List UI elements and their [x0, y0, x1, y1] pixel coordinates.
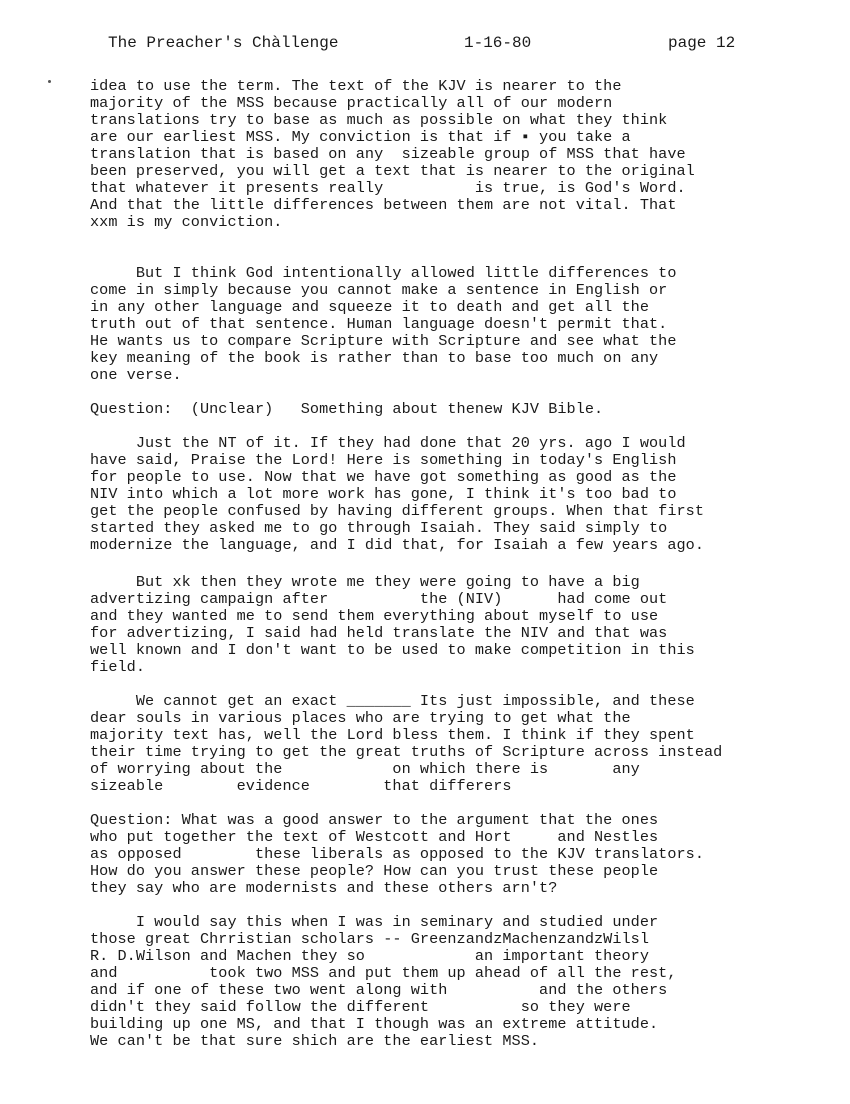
- text-line: And that the little differences between them are not vital. That: [90, 196, 677, 214]
- text-line: sizeable evidence that differers: [90, 777, 512, 795]
- text-line: Question: What was a good answer to the argument that the ones: [90, 811, 659, 829]
- page-header: [0, 34, 850, 56]
- text-line: been preserved, you will get a text that is nearer to the original: [90, 162, 695, 180]
- text-line: didn't they said follow the different so they were: [90, 998, 631, 1016]
- paragraph: [90, 78, 820, 231]
- text-line: majority of the MSS because practically all of our modern: [90, 94, 613, 112]
- text-line: one verse.: [90, 366, 182, 384]
- text-line: But xk then they wrote me they were going to have a big: [90, 573, 640, 591]
- text-line: I would say this when I was in seminary and studied under: [90, 913, 659, 931]
- text-line: advertizing campaign after the (NIV) had come out: [90, 590, 668, 608]
- text-line: R. D.Wilson and Machen they so an important theory: [90, 947, 650, 965]
- paragraph: [90, 435, 820, 554]
- text-line: xxm is my conviction.: [90, 213, 283, 231]
- text-line: get the people confused by having different groups. When that first: [90, 502, 704, 520]
- text-line: translations try to base as much as possible on what they think: [90, 111, 668, 129]
- text-line: come in simply because you cannot make a sentence in English or: [90, 281, 668, 299]
- text-line: translation that is based on any sizeable group of MSS that have: [90, 145, 686, 163]
- text-line: for people to use. Now that we have got something as good as the: [90, 468, 677, 486]
- text-line: NIV into which a lot more work has gone, I think it's too bad to: [90, 485, 677, 503]
- text-line: that whatever it presents really is true, is God's Word.: [90, 179, 686, 197]
- text-line: for advertizing, I said had held translate the NIV and that was: [90, 624, 668, 642]
- text-line: But I think God intentionally allowed little differences to: [90, 264, 677, 282]
- text-line: Just the NT of it. If they had done that 20 yrs. ago I would: [90, 434, 686, 452]
- text-line: and if one of these two went along with and the others: [90, 981, 668, 999]
- transcript-body: [90, 78, 820, 1050]
- text-line: are our earliest MSS. My conviction is that if ▪ you take a: [90, 128, 631, 146]
- text-line: have said, Praise the Lord! Here is something in today's English: [90, 451, 677, 469]
- text-line: modernize the language, and I did that, for Isaiah a few years ago.: [90, 536, 704, 554]
- text-line: started they asked me to go through Isaiah. They said simply to: [90, 519, 668, 537]
- paragraph: [90, 693, 820, 795]
- paragraph: [90, 914, 820, 1050]
- text-line: and took two MSS and put them up ahead of all the rest,: [90, 964, 677, 982]
- text-line: and they wanted me to send them everything about myself to use: [90, 607, 659, 625]
- text-line: dear souls in various places who are trying to get what the: [90, 709, 631, 727]
- text-line: as opposed these liberals as opposed to the KJV translators.: [90, 845, 704, 863]
- paragraph: [90, 265, 820, 384]
- text-line: We can't be that sure shich are the earliest MSS.: [90, 1032, 540, 1050]
- text-line: truth out of that sentence. Human language doesn't permit that.: [90, 315, 668, 333]
- question: [90, 401, 820, 418]
- text-line: majority text has, well the Lord bless them. I think if they spent: [90, 726, 695, 744]
- text-line: in any other language and squeeze it to death and get all the: [90, 298, 650, 316]
- text-line: idea to use the term. The text of the KJV is nearer to the: [90, 77, 622, 95]
- text-line: How do you answer these people? How can you trust these people: [90, 862, 659, 880]
- question: [90, 812, 820, 897]
- text-line: Question: (Unclear) Something about thenew KJV Bible.: [90, 400, 604, 418]
- text-line: key meaning of the book is rather than to base too much on any: [90, 349, 659, 367]
- header-title: The Preacher's Chàllenge: [108, 34, 339, 52]
- text-line: well known and I don't want to be used to make competition in this: [90, 641, 695, 659]
- text-line: He wants us to compare Scripture with Scripture and see what the: [90, 332, 677, 350]
- text-line: those great Chrristian scholars -- GreenzandzMachenzandzWilsl: [90, 930, 650, 948]
- text-line: building up one MS, and that I though was an extreme attitude.: [90, 1015, 659, 1033]
- text-line: We cannot get an exact _______ Its just impossible, and these: [90, 692, 695, 710]
- text-line: field.: [90, 658, 145, 676]
- paragraph: [90, 574, 820, 676]
- text-line: their time trying to get the great truths of Scripture across instead: [90, 743, 723, 761]
- margin-mark: [48, 80, 51, 83]
- header-page-number: page 12: [668, 34, 736, 52]
- text-line: they say who are modernists and these others arn't?: [90, 879, 558, 897]
- text-line: of worrying about the on which there is any: [90, 760, 640, 778]
- text-line: who put together the text of Westcott and Hort and Nestles: [90, 828, 659, 846]
- header-date: 1-16-80: [464, 34, 532, 52]
